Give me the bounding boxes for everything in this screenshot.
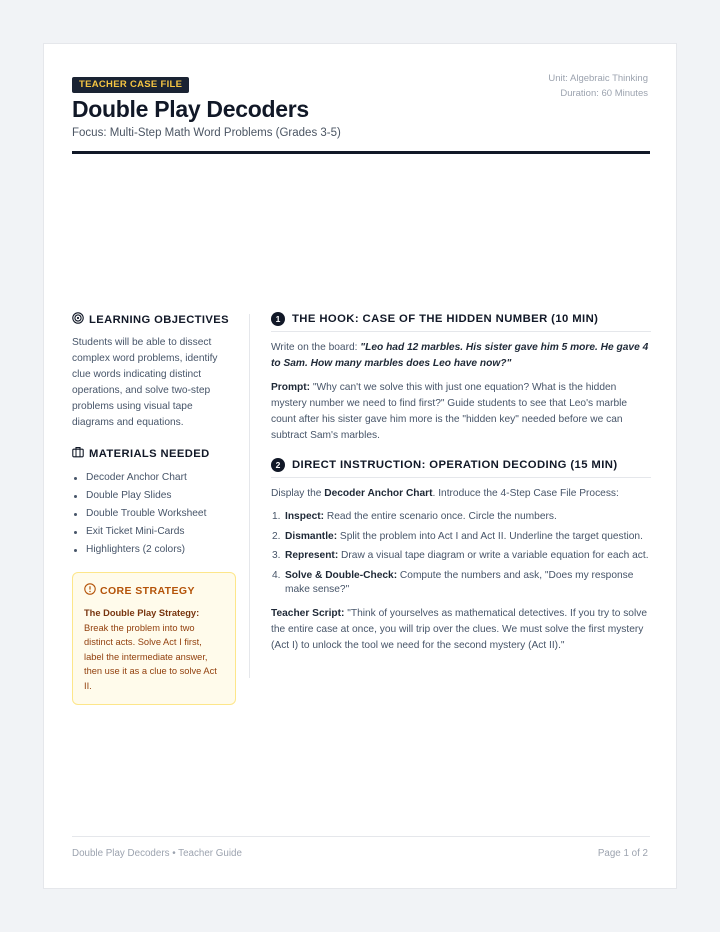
step-text: Draw a visual tape diagram or write a variable equation for each act.	[338, 550, 649, 561]
list-item: Double Trouble Worksheet	[72, 505, 236, 523]
strategy-body: Break the problem into two distinct acts. Solve Act I first, label the intermediate answer, then use it as a clue to solve Act II.	[84, 622, 217, 691]
header-divider	[72, 151, 650, 154]
objectives-text: Students will be able to dissect complex word problems, identify clue words indicating distinct operations, and solve two-step problems using visual tape diagrams and equations.	[72, 337, 218, 428]
hook-heading-label: THE HOOK: CASE OF THE HIDDEN NUMBER (10 MIN)	[292, 313, 599, 325]
list-item: Decoder Anchor Chart	[72, 469, 236, 487]
footer-title: Double Play Decoders • Teacher Guide	[72, 848, 242, 859]
list-item	[271, 549, 651, 564]
board-lead: Write on the board:	[271, 342, 361, 353]
step-label: Inspect:	[285, 511, 325, 522]
target-icon	[72, 312, 84, 327]
script-text: "Think of yourselves as mathematical detectives. If you try to solve the entire case at once, you will trip over the clues. We must solve the first mystery (Act I) to unlock the tool we need for the second mystery (Act II)."	[271, 607, 647, 651]
script-label: Teacher Script:	[271, 607, 345, 619]
instruction-intro	[271, 486, 651, 502]
instruction-heading-label: DIRECT INSTRUCTION: OPERATION DECODING (15 MIN)	[292, 459, 618, 471]
prompt-label: Prompt:	[271, 382, 311, 393]
strategy-bold: The Double Play Strategy:	[84, 608, 200, 618]
section-number: 2	[271, 458, 285, 472]
intro-bold: Decoder Anchor Chart	[324, 488, 433, 499]
instruction-heading	[271, 458, 651, 478]
column-divider	[249, 314, 250, 678]
process-steps	[271, 510, 651, 598]
objectives-heading-label: LEARNING OBJECTIVES	[89, 313, 230, 326]
strategy-heading	[84, 583, 224, 598]
objectives-heading	[72, 312, 236, 327]
teacher-script	[271, 606, 651, 654]
list-item	[271, 530, 651, 545]
step-label: Represent:	[285, 550, 339, 561]
step-label: Solve & Double-Check:	[285, 569, 398, 581]
step-number: 2.	[272, 530, 281, 542]
case-file-badge: TEACHER CASE FILE	[72, 77, 189, 93]
unit-label: Unit: Algebraic Thinking	[548, 73, 648, 84]
list-item: Highlighters (2 colors)	[72, 541, 236, 559]
step-text: Split the problem into Act I and Act II. Underline the target question.	[337, 530, 643, 542]
list-item	[271, 569, 651, 598]
list-item	[271, 510, 651, 525]
hook-heading	[271, 312, 651, 332]
hook-prompt	[271, 380, 651, 444]
lesson-page	[43, 43, 677, 889]
step-number: 4.	[272, 569, 281, 581]
materials-heading-label: MATERIALS NEEDED	[89, 447, 210, 460]
page-title: Double Play Decoders	[72, 96, 309, 122]
list-item: Exit Ticket Mini-Cards	[72, 523, 236, 541]
duration-label: Duration: 60 Minutes	[560, 87, 648, 99]
core-strategy-box	[72, 572, 236, 705]
materials-heading	[72, 446, 236, 461]
briefcase-icon	[72, 446, 84, 461]
step-text: Compute the numbers and ask, "Does my response make sense?"	[285, 569, 634, 595]
sidebar-column	[72, 312, 236, 705]
page-subtitle: Focus: Multi-Step Math Word Problems (Grades 3-5)	[72, 127, 341, 139]
hook-board-text	[271, 340, 651, 372]
step-number: 3.	[272, 550, 281, 561]
materials-list	[72, 469, 236, 559]
page-number: Page 1 of 2	[597, 848, 648, 859]
strategy-heading-label: CORE STRATEGY	[100, 584, 195, 597]
step-number: 1.	[272, 511, 281, 522]
strategy-text	[84, 606, 224, 693]
prompt-text: "Why can't we solve this with just one equation? What is the hidden mystery number we need to find first?" Guide students to see that Leo's marble count after his sister gave him more is the "hidden key" needed before we can subtract Sam's marbles.	[271, 382, 628, 441]
board-quote: "Leo had 12 marbles. His sister gave him 5 more. He gave 4 to Sam. How many marbles does Leo have now?"	[271, 342, 649, 369]
section-number: 1	[271, 312, 285, 326]
step-text: Read the entire scenario once. Circle the numbers.	[324, 511, 557, 522]
main-column	[271, 312, 651, 654]
list-item: Double Play Slides	[72, 487, 236, 505]
intro-lead: Display the	[271, 488, 325, 499]
intro-tail: . Introduce the 4-Step Case File Process:	[432, 488, 619, 499]
footer-divider	[72, 836, 650, 837]
lesson-meta	[548, 72, 648, 101]
step-label: Dismantle:	[285, 530, 338, 542]
alert-circle-icon	[84, 583, 96, 598]
